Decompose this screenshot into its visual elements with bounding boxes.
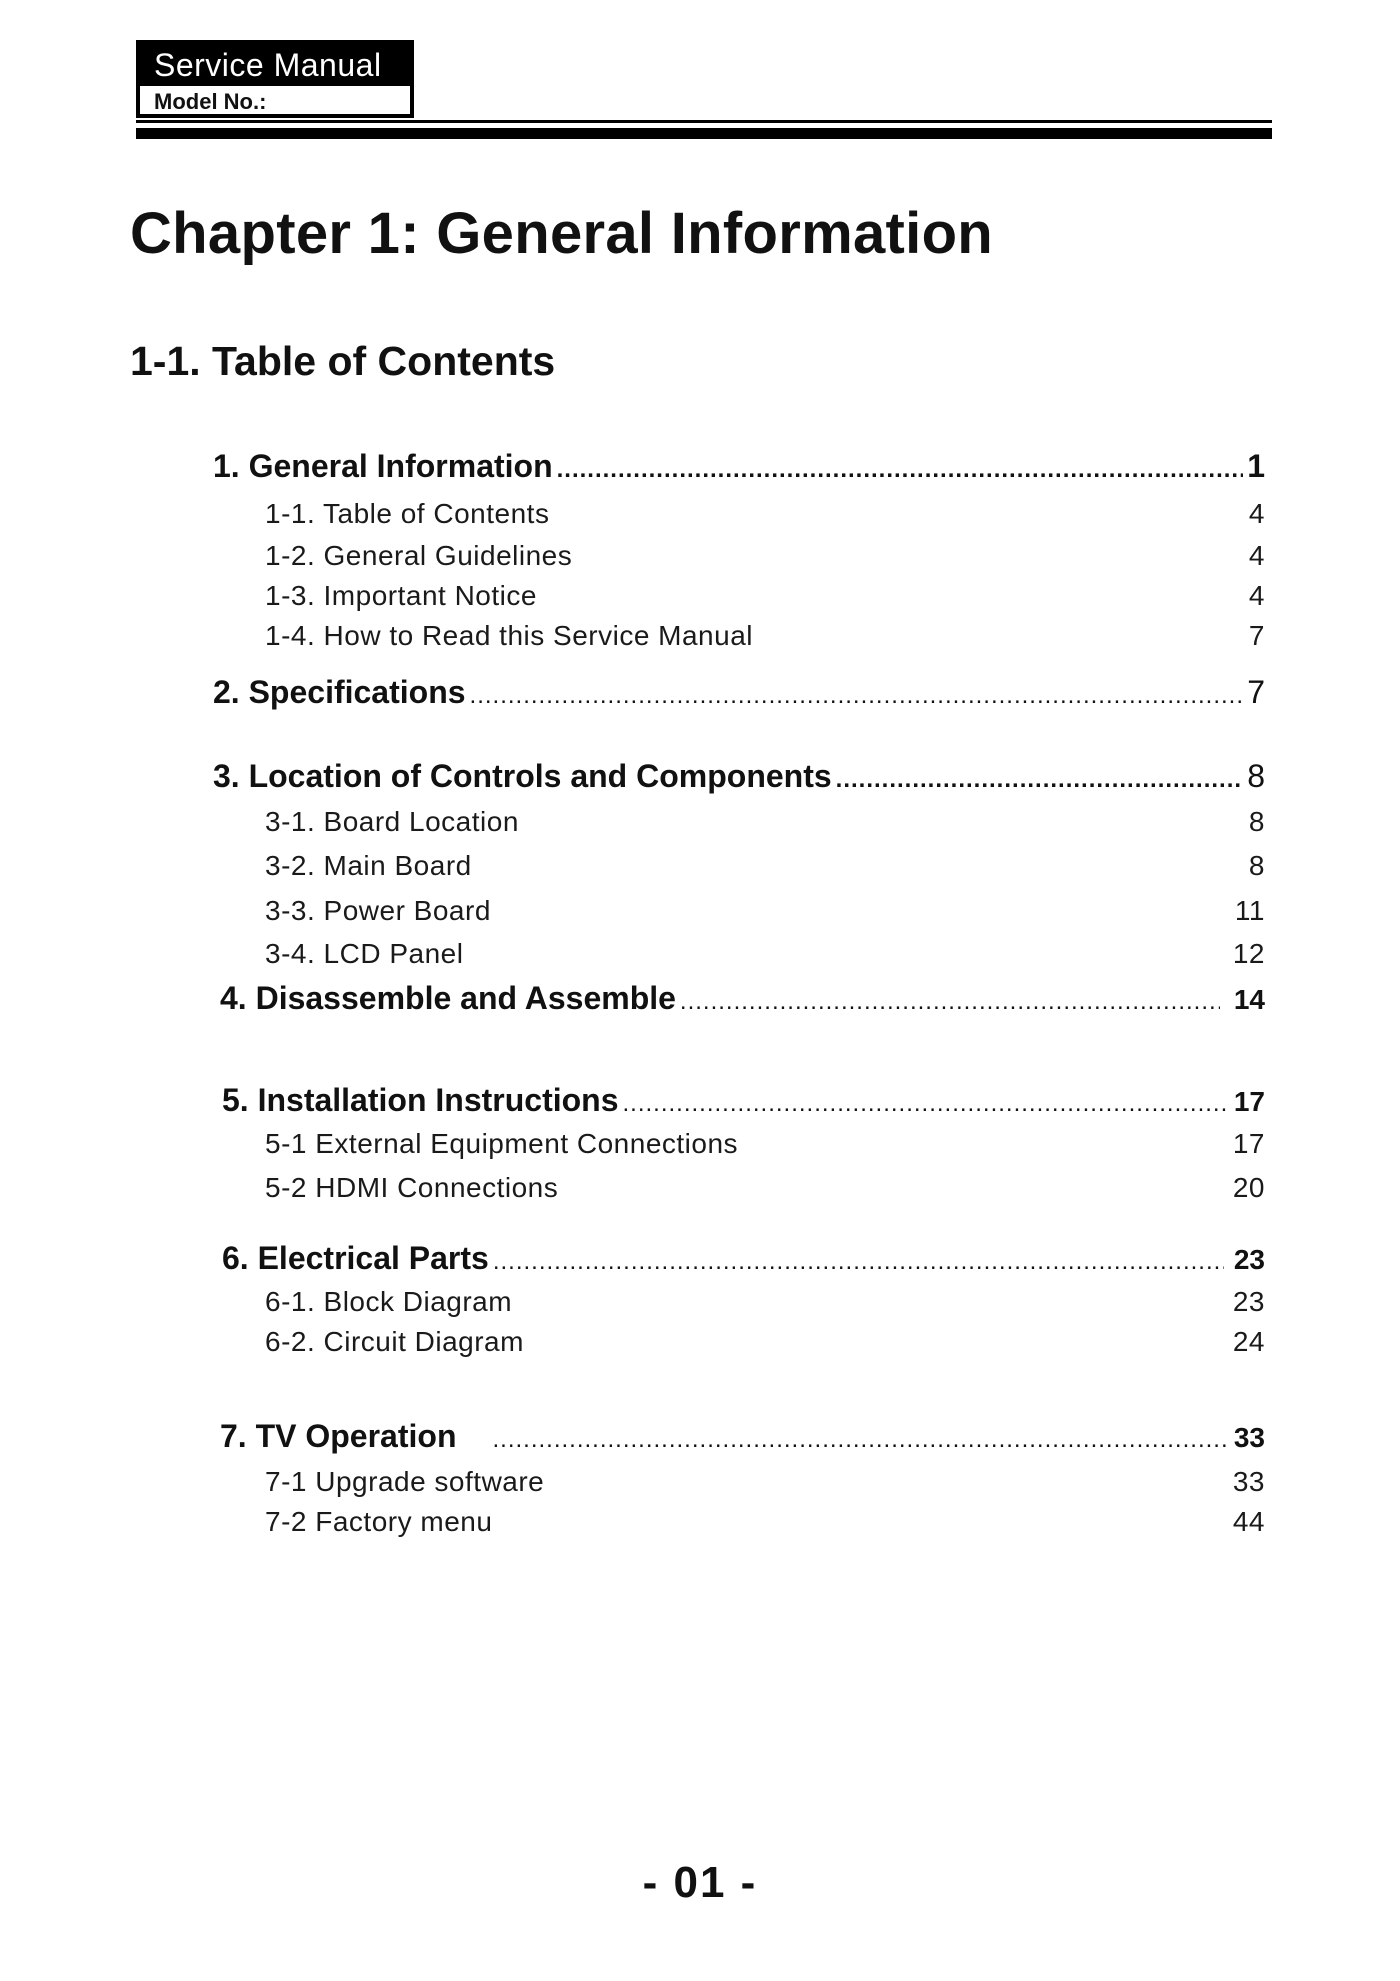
toc-title: 7. TV Operation: [220, 1418, 457, 1454]
toc-title: 7-1 Upgrade software: [265, 1466, 545, 1497]
model-number-label: Model No.:: [154, 89, 267, 114]
toc-entry-external-equipment: [265, 1128, 1265, 1160]
toc-page: 11: [1234, 895, 1265, 926]
toc-title: 6. Electrical Parts: [222, 1240, 489, 1276]
toc-page: 23: [1233, 1244, 1265, 1275]
toc-title: 3-1. Board Location: [265, 806, 519, 837]
toc-title: 5. Installation Instructions: [222, 1082, 619, 1118]
toc-title: 2. Specifications: [213, 674, 466, 710]
toc-title: 4. Disassemble and Assemble: [220, 980, 676, 1016]
toc-entry-specifications: [213, 674, 1265, 711]
toc-leader: [493, 1248, 1224, 1276]
toc-page: 4: [1248, 540, 1265, 571]
toc-title: 1-3. Important Notice: [265, 580, 537, 611]
toc-entry-disassemble: [220, 980, 1265, 1017]
toc-entry-general-information: [213, 448, 1265, 485]
badge-title: Service Manual: [140, 44, 410, 86]
toc-page: 7: [1247, 674, 1265, 710]
toc-title: 1-4. How to Read this Service Manual: [265, 620, 753, 651]
header-rule-thin: [136, 120, 1272, 123]
toc-leader: [557, 456, 1244, 484]
toc-page: 33: [1232, 1466, 1265, 1497]
toc-title: 7-2 Factory menu: [265, 1506, 493, 1537]
toc-entry-board-location: [265, 806, 1265, 838]
toc-entry-lcd-panel: [265, 938, 1265, 970]
toc-entry-factory-menu: [265, 1506, 1265, 1538]
toc-entry-how-to-read: [265, 620, 1265, 652]
toc-entry-important-notice: [265, 580, 1265, 612]
toc-leader: [680, 988, 1220, 1016]
toc-page: 4: [1248, 580, 1265, 611]
toc-page: 4: [1248, 498, 1265, 529]
toc-page: 14: [1233, 984, 1265, 1015]
toc-page: 20: [1232, 1172, 1265, 1203]
toc-entry-installation: [222, 1082, 1265, 1119]
toc-entry-power-board: [265, 895, 1265, 927]
toc-title: 6-2. Circuit Diagram: [265, 1326, 524, 1357]
toc-page: 44: [1232, 1506, 1265, 1537]
header-rule-thick: [136, 128, 1272, 139]
toc-entry-hdmi-connections: [265, 1172, 1265, 1204]
toc-page: 17: [1232, 1128, 1265, 1159]
toc-entry-table-of-contents: [265, 498, 1265, 530]
toc-page: 8: [1247, 758, 1265, 794]
toc-title: 1. General Information: [213, 448, 553, 484]
toc-page: 33: [1233, 1422, 1265, 1453]
toc-page: 8: [1248, 850, 1265, 881]
toc-title: 3-3. Power Board: [265, 895, 491, 926]
toc-page: 1: [1247, 448, 1265, 484]
toc-page: 24: [1232, 1326, 1265, 1357]
toc-title: 6-1. Block Diagram: [265, 1286, 513, 1317]
toc-entry-main-board: [265, 850, 1265, 882]
toc-title: 3. Location of Controls and Components: [213, 758, 832, 794]
toc-entry-electrical-parts: [222, 1240, 1265, 1277]
toc-title: 1-2. General Guidelines: [265, 540, 573, 571]
page-number: - 01 -: [642, 1858, 758, 1907]
toc-page: 12: [1232, 938, 1265, 969]
toc-title: 3-4. LCD Panel: [265, 938, 464, 969]
toc-page: 23: [1232, 1286, 1265, 1317]
toc-title: 1-1. Table of Contents: [265, 498, 550, 529]
toc-entry-upgrade-software: [265, 1466, 1265, 1498]
toc-title: 5-2 HDMI Connections: [265, 1172, 559, 1203]
toc-leader: [623, 1090, 1230, 1118]
chapter-title: Chapter 1: General Information: [130, 201, 994, 266]
toc-page: 17: [1233, 1086, 1265, 1117]
toc-entry-tv-operation: [220, 1418, 1265, 1455]
toc-entry-circuit-diagram: [265, 1326, 1265, 1358]
toc-page: 7: [1248, 620, 1265, 651]
toc-entry-block-diagram: [265, 1286, 1265, 1318]
toc-page: 8: [1248, 806, 1265, 837]
toc-leader: [492, 1426, 1229, 1454]
toc-entry-general-guidelines: [265, 540, 1265, 572]
service-manual-badge: [136, 40, 414, 118]
toc-entry-location-of-controls: [213, 758, 1265, 795]
section-title: 1-1. Table of Contents: [130, 338, 556, 384]
toc-leader: [836, 766, 1244, 794]
toc-title: 3-2. Main Board: [265, 850, 472, 881]
toc-title: 5-1 External Equipment Connections: [265, 1128, 739, 1159]
toc-leader: [470, 682, 1244, 710]
